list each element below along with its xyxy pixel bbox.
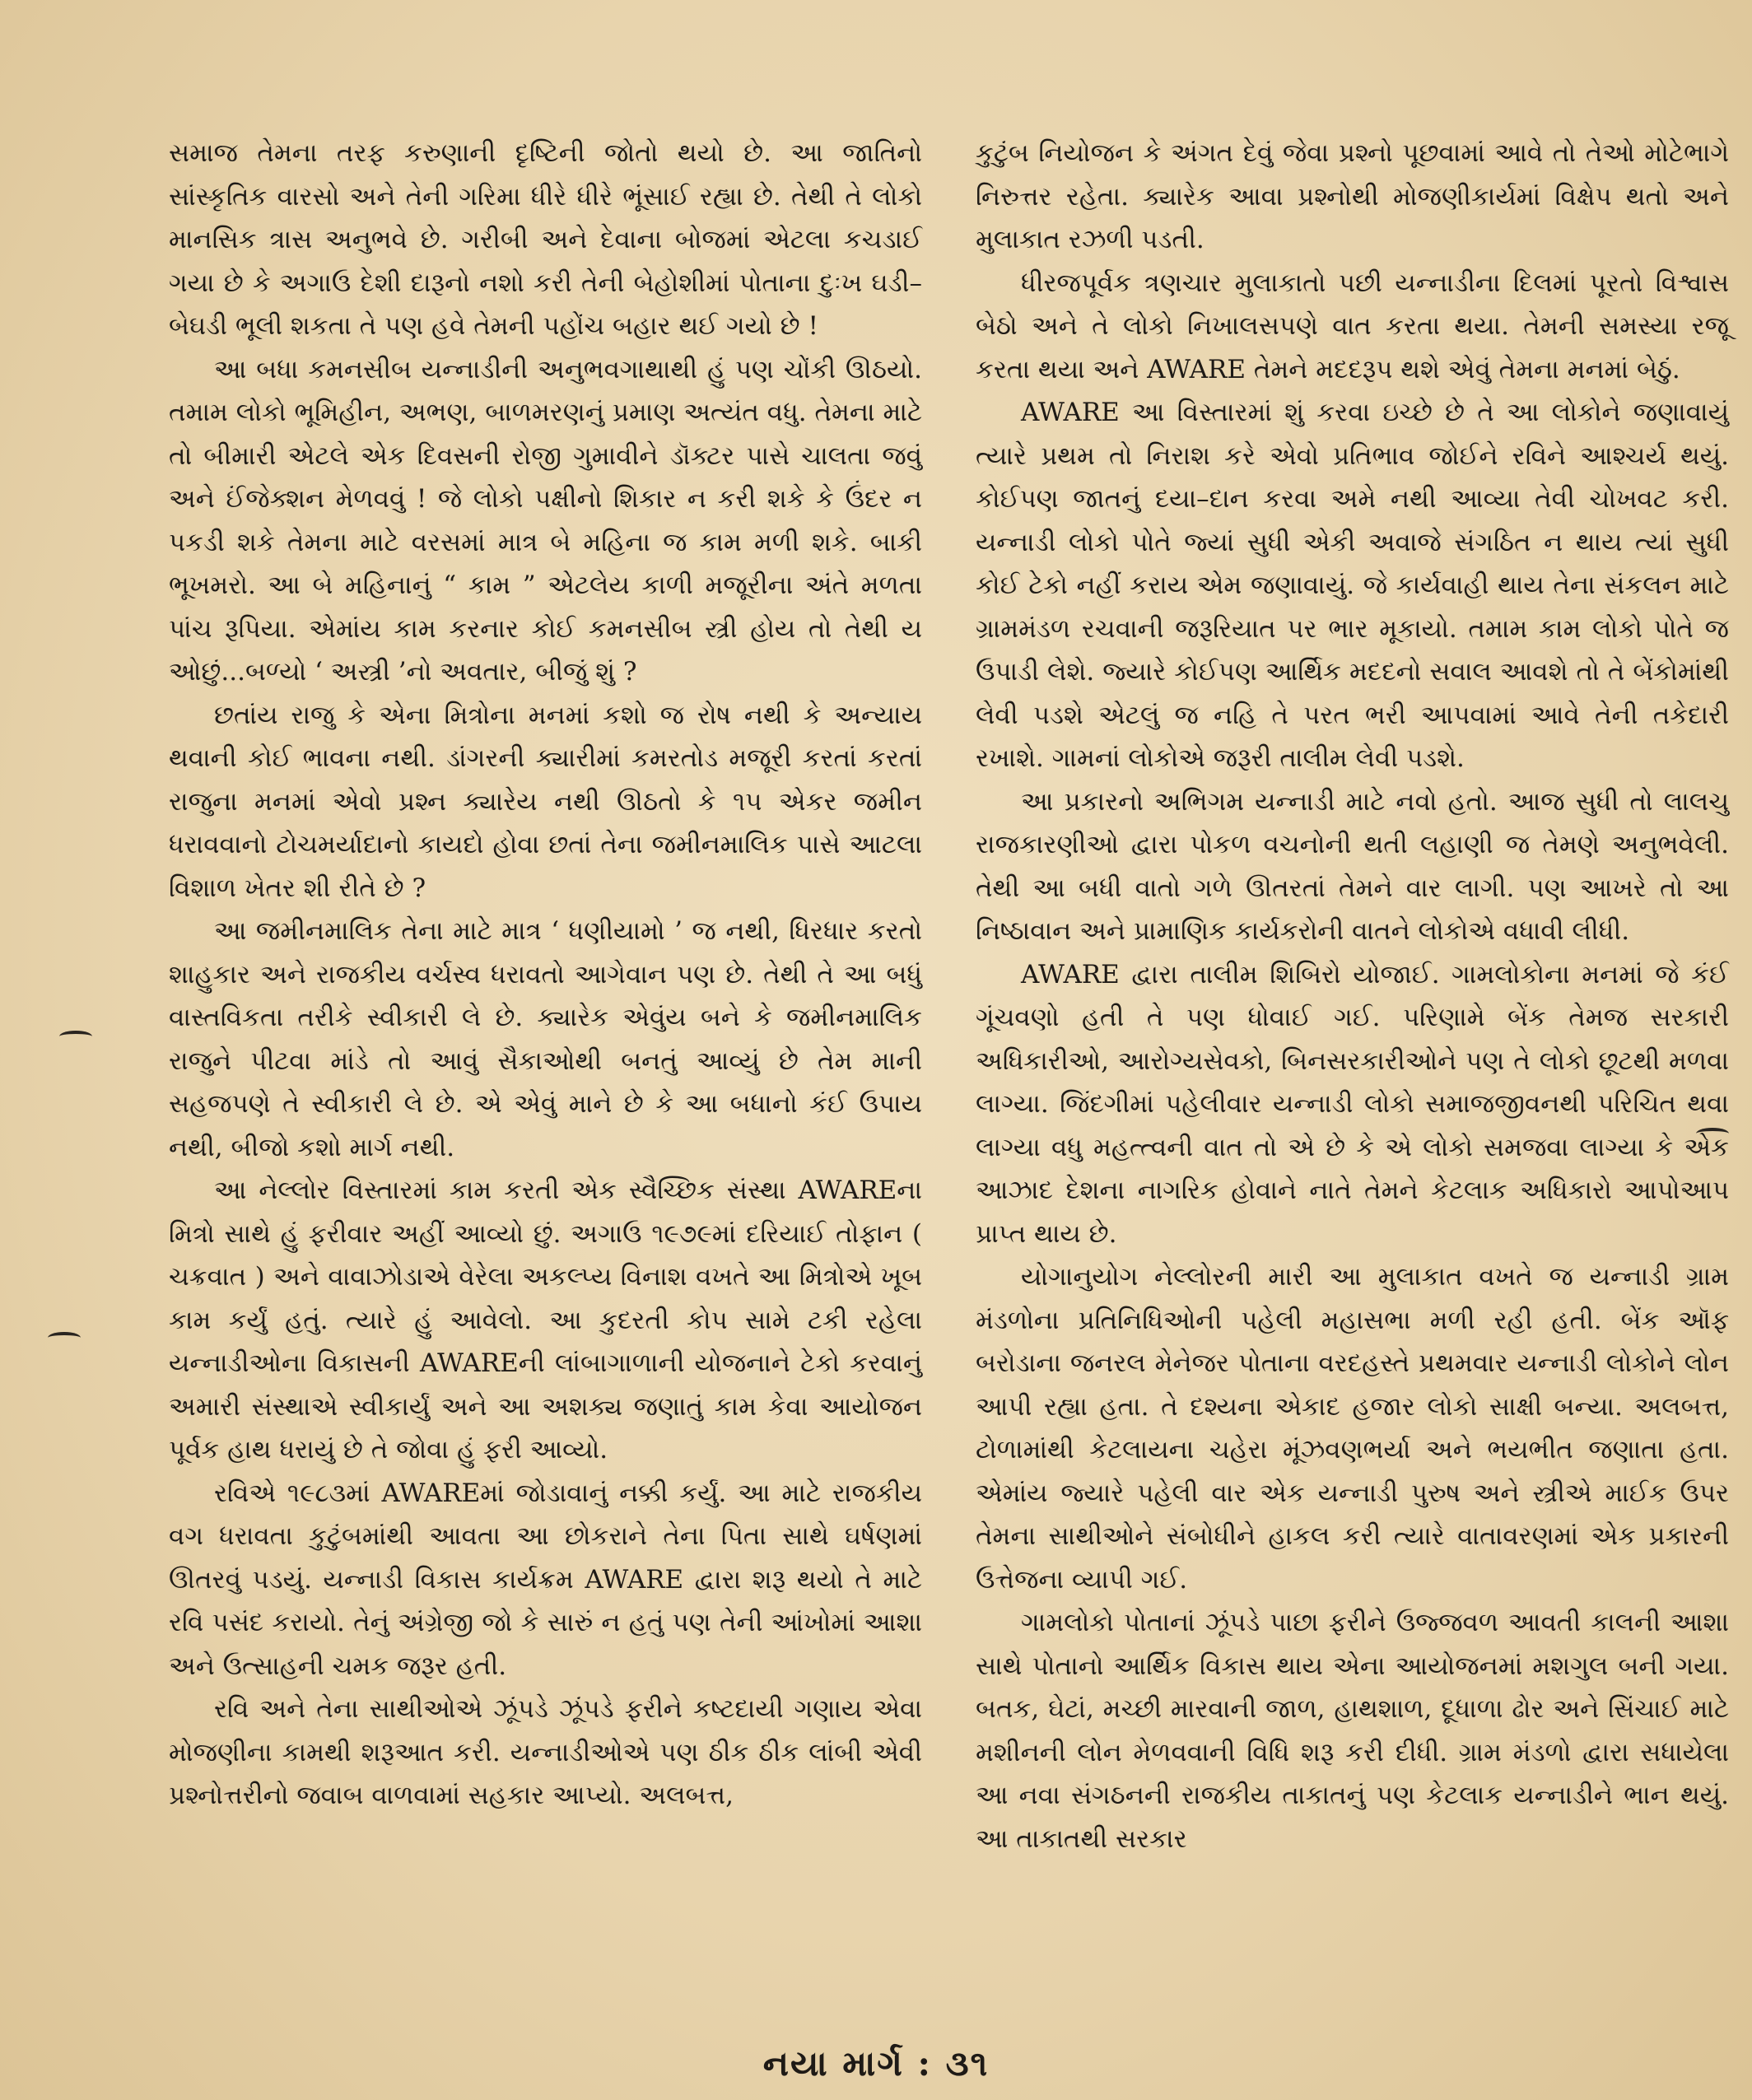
paragraph: યોગાનુયોગ નેલ્લોરની મારી આ મુલાકાત વખતે જ યન્નાડી ગ્રામ મંડળોના પ્રતિનિધિઓની પહેલી મહાસભા મળી રહી હતી. બેંક ઑફ બરોડાના જનરલ મેનેજર પોતાના વરદહસ્તે પ્રથમવાર યન્નાડી લોકોને લોન આપી રહ્યા હતા. તે દશ્યના એકાદ હજાર લોકો સાક્ષી બન્યા. અલબત્ત, ટોળામાંથી કેટલાયના ચહેરા મૂંઝવણભર્યા અને ભયભીત જણાતા હતા. એમાંય જ્યારે પહેલી વાર એક યન્નાડી પુરુષ અને સ્ત્રીએ માઈક ઉપર તેમના સાથીઓને સંબોધીને હાકલ કરી ત્યારે વાતાવરણમાં એક પ્રકારની ઉત્તેજના વ્યાપી ગઈ. [976, 1262, 1729, 1595]
paragraph: સમાજ તેમના તરફ કરુણાની દૃષ્ટિની જોતો થયો છે. આ જાતિનો સાંસ્કૃતિક વારસો અને તેની ગરિમા ધીરે ધીરે ભૂંસાઈ રહ્યા છે. તેથી તે લોકો માનસિક ત્રાસ અનુભવે છે. ગરીબી અને દેવાના બોજમાં એટલા કચડાઈ ગયા છે કે અગાઉ દેશી દારૂનો નશો કરી તેની બેહોશીમાં પોતાના દુઃખ ઘડી–બેઘડી ભૂલી શકતા તે પણ હવે તેમની પહોંચ બહાર થઈ ગયો છે ! [169, 138, 922, 341]
paragraph: કુટુંબ નિયોજન કે અંગત દેવું જેવા પ્રશ્નો પૂછવામાં આવે તો તેઓ મોટેભાગે નિરુત્તર રહેતા. ક્યારેક આવા પ્રશ્નોથી મોજણીકાર્યમાં વિક્ષેપ થતો અને મુલાકાત રઝળી પડતી. [976, 138, 1729, 254]
margin-mark [48, 1332, 81, 1343]
page-footer: નયા માર્ગ : ૩૧ [762, 2043, 990, 2084]
left-column [169, 132, 922, 1818]
paragraph: આ બધા કમનસીબ યન્નાડીની અનુભવગાથાથી હું પણ ચોંકી ઊઠયો. તમામ લોકો ભૂમિહીન, અભણ, બાળમરણનું પ્રમાણ અત્યંત વધુ. તેમના માટે તો બીમારી એટલે એક દિવસની રોજી ગુમાવીને ડૉક્ટર પાસે ચાલતા જવું અને ઈંજેક્શન મેળવવું ! જે લોકો પક્ષીનો શિકાર ન કરી શકે કે ઉંદર ન પકડી શકે તેમના માટે વરસમાં માત્ર બે મહિના જ કામ મળી શકે. બાકી ભૂખમરો. આ બે મહિનાનું “ કામ ” એટલેય કાળી મજૂરીના અંતે મળતા પાંચ રૂપિયા. એમાંય કામ કરનાર કોઈ કમનસીબ સ્ત્રી હોય તો તેથી ય ઓછું...બળ્યો ‘ અસ્ત્રી ’નો અવતાર, બીજું શું ? [169, 354, 922, 687]
paragraph: ગામલોકો પોતાનાં ઝૂંપડે પાછા ફરીને ઉજ્જવળ આવતી કાલની આશા સાથે પોતાનો આર્થિક વિકાસ થાય એના આયોજનમાં મશગુલ બની ગયા. બતક, ઘેટાં, મચ્છી મારવાની જાળ, હાથશાળ, દૂધાળા ઢોર અને સિંચાઈ માટે મશીનની લોન મેળવવાની વિધિ શરૂ કરી દીધી. ગ્રામ મંડળો દ્વારા સધાયેલા આ નવા સંગઠનની રાજકીય તાકાતનું પણ કેટલાક યન્નાડીને ભાન થયું. આ તાકાતથી સરકાર [976, 1608, 1729, 1854]
paragraph: આ પ્રકારનો અભિગમ યન્નાડી માટે નવો હતો. આજ સુધી તો લાલચુ રાજકારણીઓ દ્વારા પોકળ વચનોની થતી લહાણી જ તેમણે અનુભવેલી. તેથી આ બધી વાતો ગળે ઊતરતાં તેમને વાર લાગી. પણ આખરે તો આ નિષ્ઠાવાન અને પ્રામાણિક કાર્યકરોની વાતને લોકોએ વધાવી લીધી. [976, 786, 1729, 946]
paragraph: છતાંય રાજુ કે એના મિત્રોના મનમાં કશો જ રોષ નથી કે અન્યાય થવાની કોઈ ભાવના નથી. ડાંગરની ક્યારીમાં કમરતોડ મજૂરી કરતાં કરતાં રાજુના મનમાં એવો પ્રશ્ન ક્યારેય નથી ઊઠતો કે ૧૫ એકર જમીન ધરાવવાનો ટોચમર્યાદાનો કાયદો હોવા છતાં તેના જમીનમાલિક પાસે આટલા વિશાળ ખેતર શી રીતે છે ? [169, 700, 922, 903]
paragraph: AWARE આ વિસ્તારમાં શું કરવા ઇચ્છે છે તે આ લોકોને જણાવાયું ત્યારે પ્રથમ તો નિરાશ કરે એવો પ્રતિભાવ જોઈને રવિને આશ્ચર્ય થયું. કોઈપણ જાતનું દયા–દાન કરવા અમે નથી આવ્યા તેવી ચોખવટ કરી. યન્નાડી લોકો પોતે જ્યાં સુધી એકી અવાજે સંગઠિત ન થાય ત્યાં સુધી કોઈ ટેકો નહીં કરાય એમ જણાવાયું. જે કાર્યવાહી થાય તેના સંકલન માટે ગ્રામમંડળ રચવાની જરૂરિયાત પર ભાર મૂકાયો. તમામ કામ લોકો પોતે જ ઉપાડી લેશે. જ્યારે કોઈપણ આર્થિક મદદનો સવાલ આવશે તો તે બેંકોમાંથી લેવી પડશે એટલું જ નહિ તે પરત ભરી આપવામાં આવે તેની તકેદારી રખાશે. ગામનાં લોકોએ જરૂરી તાલીમ લેવી પડશે. [976, 398, 1729, 773]
paragraph: રવિ અને તેના સાથીઓએ ઝૂંપડે ઝૂંપડે ફરીને કષ્ટદાયી ગણાય એવા મોજણીના કામથી શરૂઆત કરી. યન્નાડીઓએ પણ ઠીક ઠીક લાંબી એવી પ્રશ્નોત્તરીનો જવાબ વાળવામાં સહકાર આપ્યો. અલબત્ત, [169, 1694, 922, 1810]
paragraph: આ નેલ્લોર વિસ્તારમાં કામ કરતી એક સ્વૈચ્છિક સંસ્થા AWAREના મિત્રો સાથે હું ફરીવાર અહીં આવ્યો છું. અગાઉ ૧૯૭૯માં દરિયાઈ તોફાન ( ચક્રવાત ) અને વાવાઝોડાએ વેરેલા અકલ્પ્ય વિનાશ વખતે આ મિત્રોએ ખૂબ કામ કર્યું હતું. ત્યારે હું આવેલો. આ કુદરતી કોપ સામે ટકી રહેલા યન્નાડીઓના વિકાસની AWAREની લાંબાગાળાની યોજનાને ટેકો કરવાનું અમારી સંસ્થાએ સ્વીકાર્યું અને આ અશક્ય જણાતું કામ કેવા આયોજન પૂર્વક હાથ ધરાયું છે તે જોવા હું ફરી આવ્યો. [169, 1176, 922, 1464]
paragraph: રવિએ ૧૯૮૩માં AWAREમાં જોડાવાનું નક્કી કર્યું. આ માટે રાજકીય વગ ધરાવતા કુટુંબમાંથી આવતા આ છોકરાને તેના પિતા સાથે ઘર્ષણમાં ઊતરવું પડયું. યન્નાડી વિકાસ કાર્યક્રમ AWARE દ્વારા શરૂ થયો તે માટે રવિ પસંદ કરાયો. તેનું અંગ્રેજી જો કે સારું ન હતું પણ તેની આંખોમાં આશા અને ઉત્સાહની ચમક જરૂર હતી. [169, 1478, 922, 1681]
paragraph: આ જમીનમાલિક તેના માટે માત્ર ‘ ધણીયામો ’ જ નથી, ધિરધાર કરતો શાહુકાર અને રાજકીય વર્ચસ્વ ધરાવતો આગેવાન પણ છે. તેથી તે આ બધું વાસ્તવિકતા તરીકે સ્વીકારી લે છે. ક્યારેક એવુંય બને કે જમીનમાલિક રાજુને પીટવા માંડે તો આવું સૈકાઓથી બનતું આવ્યું છે તેમ માની સહજપણે તે સ્વીકારી લે છે. એ એવું માને છે કે આ બધાનો કંઈ ઉપાય નથી, બીજો કશો માર્ગ નથી. [169, 916, 922, 1162]
right-column [976, 132, 1729, 1860]
paragraph: AWARE દ્વારા તાલીમ શિબિરો યોજાઈ. ગામલોકોના મનમાં જે કંઈ ગૂંચવણો હતી તે પણ ધોવાઈ ગઈ. પરિણામે બેંક તેમજ સરકારી અધિકારીઓ, આરોગ્યસેવકો, બિનસરકારીઓને પણ તે લોકો છૂટથી મળવા લાગ્યા. જિંદગીમાં પહેલીવાર યન્નાડી લોકો સમાજજીવનથી પરિચિત થવા લાગ્યા વધુ મહત્ત્વની વાત તો એ છે કે એ લોકો સમજવા લાગ્યા કે એક આઝાદ દેશના નાગરિક હોવાને નાતે તેમને કેટલાક અધિકારો આપોઆપ પ્રાપ્ત થાય છે. [976, 959, 1729, 1249]
paragraph: ધીરજપૂર્વક ત્રણચાર મુલાકાતો પછી યન્નાડીના દિલમાં પૂરતો વિશ્વાસ બેઠો અને તે લોકો નિખાલસપણે વાત કરતા થયા. તેમની સમસ્યા રજૂ કરતા થયા અને AWARE તેમને મદદરૂપ થશે એવું તેમના મનમાં બેઠું. [976, 268, 1729, 384]
margin-mark [59, 1031, 92, 1042]
